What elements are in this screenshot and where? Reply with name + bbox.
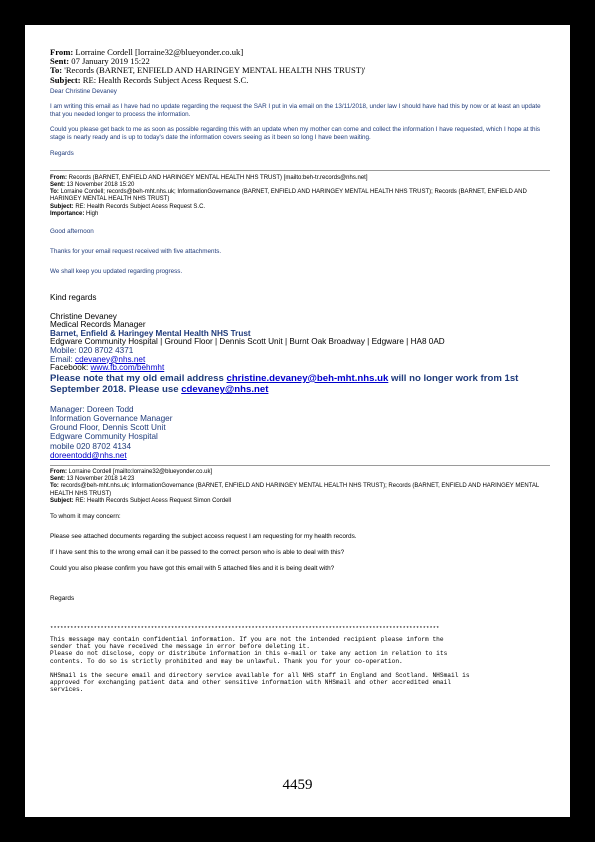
email2-subject-label: Subject:: [50, 203, 74, 210]
email3-body: [50, 513, 550, 603]
email2-signature: [50, 313, 550, 373]
page-number: 4459: [282, 777, 313, 793]
manager-address-line2: Edgware Community Hospital: [50, 432, 158, 442]
manager-signature: [50, 405, 550, 460]
email2-greeting: Good afternoon: [50, 228, 94, 236]
signature-organisation: Barnet, Enfield & Haringey Mental Health NHS Trust: [50, 328, 251, 338]
notice-text-b: will no longer work from 1st September 2018. Please use: [50, 372, 519, 396]
email-change-notice: [50, 373, 550, 396]
email2-para1: Thanks for your email request received with five attachments.: [50, 248, 222, 256]
email-thread: [50, 48, 550, 693]
email3-greeting: To whom it may concern:: [50, 513, 121, 521]
manager-title: Information Governance Manager: [50, 413, 173, 423]
email2-para2: We shall keep you updated regarding progress.: [50, 268, 183, 276]
email1-signoff: Regards: [50, 149, 74, 157]
email1-para2: Could you please get back to me as soon as possible regarding this with an update when my mother can come and collect the information I have requested, which I hope at this stage is nearly ready and is up to today's date the information covers seeing as it been so long I have been waiting.: [50, 125, 541, 141]
email3-para2: If I have sent this to the wrong email can it be passed to the correct person who is able to deal with this?: [50, 549, 345, 557]
email3-header: [50, 469, 550, 505]
email3-subject-label: Subject:: [50, 497, 74, 504]
email1-from-label: From:: [50, 47, 74, 57]
email1-to-label: To:: [50, 65, 63, 76]
email1-body: [50, 88, 550, 158]
email3-sent-value: 13 November 2018 14:23: [66, 476, 135, 483]
disclaimer-line: approved for exchanging patient data and other sensitive information with NHSmail and other accredited email: [50, 679, 452, 687]
email2-importance-label: Importance:: [50, 210, 85, 217]
email3-signoff: Regards: [50, 595, 75, 603]
email1-subject-value: RE: Health Records Subject Acess Request S.C.: [82, 74, 249, 85]
email2-kind-regards: Kind regards: [50, 293, 97, 303]
signature-facebook-label: Facebook:: [50, 363, 91, 373]
disclaimer-line: services.: [50, 686, 84, 694]
email1-sent-value: 07 January 2019 15:22: [71, 56, 150, 67]
email2-importance-value: High: [86, 210, 99, 217]
email1-para1: I am writing this email as I have had no update regarding the request the SAR I put in via email on the 13/11/2018, under law I should have had this by now or at least an update that you needed longer to process the information.: [50, 102, 541, 118]
disclaimer-line: contents. To do so is strictly prohibited and may be unlawful. Thank you for your co-operation.: [50, 657, 403, 665]
email3-para3: Could you also please confirm you have got this email with 5 attached files and it is being dealt with?: [50, 565, 335, 573]
email2-sent-value: 13 November 2018 15:20: [66, 182, 135, 189]
manager-mobile: mobile 020 8702 4134: [50, 441, 132, 451]
disclaimer-line: sender that you have received the message in error before deleting it.: [50, 643, 310, 651]
email1-sent-label: Sent:: [50, 56, 70, 67]
divider: [50, 170, 550, 171]
email2-header: [50, 175, 550, 218]
disclaimer-line: This message may contain confidential information. If you are not the intended recipient please inform the: [50, 636, 444, 644]
email1-header: [50, 48, 550, 85]
disclaimer: [50, 636, 550, 693]
disclaimer-separator: ********************************************************************************************************************: [50, 625, 440, 633]
email1-from-value: Lorraine Cordell [lorraine32@blueyonder.co.uk]: [75, 47, 244, 57]
email3-para1: Please see attached documents regarding the subject access request I am requesting for my health records.: [50, 533, 357, 541]
email2-from-value: Records (BARNET, ENFIELD AND HARINGEY MENTAL HEALTH NHS TRUST) [mailto:beh-tr.records@nhs.net]: [68, 174, 368, 181]
document-page: [25, 25, 570, 817]
manager-name: Manager: Doreen Todd: [50, 404, 134, 414]
email1-to-value: 'Records (BARNET, ENFIELD AND HARINGEY MENTAL HEALTH NHS TRUST)': [64, 65, 366, 76]
email3-to-label: To:: [50, 483, 59, 490]
manager-email-link[interactable]: doreentodd@nhs.net: [50, 450, 127, 460]
signature-email-label: Email:: [50, 354, 76, 364]
email1-greeting: Dear Christine Devaney: [50, 87, 117, 95]
manager-address-line1: Ground Floor, Dennis Scott Unit: [50, 423, 166, 433]
email2-to-value: Lorraine Cordell; records@beh-mht.nhs.uk; InformationGovernance (BARNET, ENFIELD AND HARINGEY MENTAL HEALTH NHS TRUST); Records (BARNET, ENFIELD AND HARINGEY MENTAL HEALTH NHS TRUST): [50, 189, 527, 203]
notice-new-email-link[interactable]: cdevaney@nhs.net: [181, 384, 269, 396]
signature-facebook-link[interactable]: www.fb.com/behmht: [90, 363, 165, 373]
email2-body: [50, 228, 550, 276]
divider: [50, 465, 550, 466]
disclaimer-line: Please do not disclose, copy or distribute information in this e-mail or take any action in relation to its: [50, 650, 448, 658]
email2-to-label: To:: [50, 189, 59, 196]
signature-email-link[interactable]: cdevaney@nhs.net: [75, 354, 146, 364]
signature-address: Edgware Community Hospital | Ground Floor | Dennis Scott Unit | Burnt Oak Broadway | Edgware | HA8 0AD: [50, 337, 445, 347]
email3-subject-value: RE: Health Records Subject Acess Request Simon Cordell: [75, 497, 232, 504]
email2-subject-value: RE: Health Records Subject Acess Request S.C.: [75, 203, 206, 210]
email3-from-value: Lorraine Cordell [mailto:lorraine32@blueyonder.co.uk]: [68, 469, 213, 475]
email2-from-label: From:: [50, 174, 67, 181]
email3-from-label: From:: [50, 469, 67, 475]
signature-mobile: Mobile: 020 8702 4371: [50, 346, 134, 355]
email3-sent-label: Sent:: [50, 476, 65, 483]
signature-name: Christine Devaney: [50, 311, 117, 321]
notice-text-a: Please note that my old email address: [50, 372, 227, 384]
email1-subject-label: Subject:: [50, 74, 81, 85]
notice-old-email-link[interactable]: christine.devaney@beh-mht.nhs.uk: [226, 372, 389, 384]
signature-title: Medical Records Manager: [50, 320, 146, 330]
disclaimer-line: NHSmail is the secure email and directory service available for all NHS staff in England and Scotland. NHSmail is: [50, 671, 470, 679]
email2-sent-label: Sent:: [50, 182, 65, 189]
email3-to-value: records@beh-mht.nhs.uk; InformationGovernance (BARNET, ENFIELD AND HARINGEY MENTAL HEALTH NHS TRUST); Records (BARNET, ENFIELD AND HARINGEY MENTAL HEALTH NHS TRUST): [50, 483, 540, 497]
